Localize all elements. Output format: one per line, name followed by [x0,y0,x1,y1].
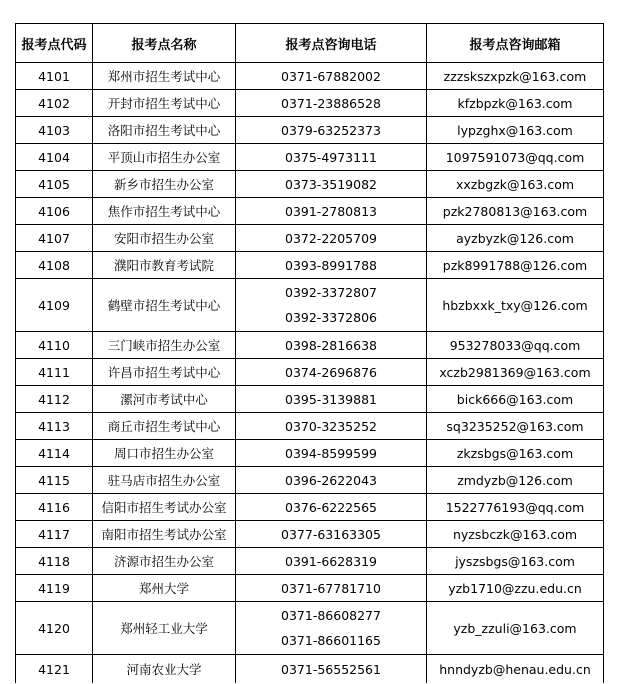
table-row [16,413,604,440]
cell-name: 许昌市招生考试中心 [93,359,236,386]
cell-phone [236,575,427,602]
table-row [16,467,604,494]
cell-phone [236,63,427,90]
cell-name: 鹤壁市招生考试中心 [93,279,236,332]
cell-name: 平顶山市招生办公室 [93,144,236,171]
table-row [16,332,604,359]
cell-phone [236,171,427,198]
cell-email: 953278033@qq.com [427,332,604,359]
table-row [16,575,604,602]
cell-code: 4117 [16,521,93,548]
table-row [16,521,604,548]
cell-code: 4115 [16,467,93,494]
cell-phone [236,279,427,332]
cell-name: 郑州市招生考试中心 [93,63,236,90]
cell-code: 4103 [16,117,93,144]
cell-code: 4109 [16,279,93,332]
cell-code: 4105 [16,171,93,198]
cell-name: 周口市招生办公室 [93,440,236,467]
header-name: 报考点名称 [93,24,236,63]
cell-name: 河南农业大学 [93,655,236,684]
cell-email: hnndyzb@henau.edu.cn [427,655,604,684]
table-row [16,90,604,117]
cell-email: nyzsbczk@163.com [427,521,604,548]
cell-email: kfzbpzk@163.com [427,90,604,117]
table-row [16,63,604,90]
cell-email: pzk2780813@163.com [427,198,604,225]
cell-code: 4111 [16,359,93,386]
cell-phone [236,117,427,144]
table-row [16,359,604,386]
cell-name: 三门峡市招生办公室 [93,332,236,359]
phone-number: 0374-2696876 [285,364,377,380]
cell-phone [236,413,427,440]
phone-number: 0373-3519082 [285,176,377,192]
cell-code: 4108 [16,252,93,279]
table-row [16,386,604,413]
header-code: 报考点代码 [16,24,93,63]
header-email: 报考点咨询邮箱 [427,24,604,63]
cell-email: zkzsbgs@163.com [427,440,604,467]
cell-name: 南阳市招生考试办公室 [93,521,236,548]
cell-email: 1097591073@qq.com [427,144,604,171]
phone-number: 0375-4973111 [285,149,377,165]
cell-code: 4112 [16,386,93,413]
cell-name: 商丘市招生考试中心 [93,413,236,440]
phone-number: 0371-86608277 [281,608,381,623]
phone-number: 0391-2780813 [285,203,377,219]
cell-code: 4106 [16,198,93,225]
cell-email: pzk8991788@126.com [427,252,604,279]
phone-number: 0376-6222565 [285,499,377,515]
cell-name: 新乡市招生办公室 [93,171,236,198]
cell-name: 郑州大学 [93,575,236,602]
cell-phone [236,440,427,467]
contact-table [15,23,604,683]
cell-phone [236,359,427,386]
cell-email: yzb1710@zzu.edu.cn [427,575,604,602]
cell-name: 驻马店市招生办公室 [93,467,236,494]
cell-phone [236,332,427,359]
cell-email: jyszsbgs@163.com [427,548,604,575]
cell-code: 4120 [16,602,93,655]
table-header [16,24,604,63]
table-row [16,252,604,279]
cell-phone [236,548,427,575]
phone-number: 0391-6628319 [285,553,377,569]
cell-code: 4114 [16,440,93,467]
phone-number: 0372-2205709 [285,230,377,246]
table-body [16,63,604,684]
cell-code: 4119 [16,575,93,602]
cell-phone [236,602,427,655]
cell-name: 郑州轻工业大学 [93,602,236,655]
cell-phone [236,252,427,279]
table-row [16,144,604,171]
cell-name: 安阳市招生办公室 [93,225,236,252]
cell-phone [236,225,427,252]
cell-code: 4107 [16,225,93,252]
table-row [16,655,604,684]
table-row [16,548,604,575]
cell-phone [236,90,427,117]
phone-number: 0392-3372806 [285,310,377,325]
table-row [16,225,604,252]
table-row [16,117,604,144]
cell-name: 漯河市考试中心 [93,386,236,413]
cell-email: zmdyzb@126.com [427,467,604,494]
cell-email: hbzbxxk_txy@126.com [427,279,604,332]
cell-phone [236,494,427,521]
table-row [16,198,604,225]
cell-email: bick666@163.com [427,386,604,413]
phone-number: 0396-2622043 [285,472,377,488]
cell-email: lypzghx@163.com [427,117,604,144]
phone-number: 0371-86601165 [281,633,381,648]
phone-number: 0379-63252373 [281,122,381,138]
phone-number: 0371-67882002 [281,68,381,84]
phone-number: 0392-3372807 [285,285,377,300]
cell-phone [236,144,427,171]
table-row [16,602,604,655]
phone-number: 0377-63163305 [281,526,381,542]
cell-phone [236,198,427,225]
cell-code: 4110 [16,332,93,359]
cell-code: 4118 [16,548,93,575]
phone-number: 0370-3235252 [285,418,377,434]
table-row [16,171,604,198]
table-row [16,440,604,467]
phone-number: 0371-67781710 [281,580,381,596]
cell-email: xczb2981369@163.com [427,359,604,386]
cell-email: 1522776193@qq.com [427,494,604,521]
cell-email: xxzbgzk@163.com [427,171,604,198]
table-row [16,279,604,332]
phone-number: 0394-8599599 [285,445,377,461]
phone-number: 0371-56552561 [281,661,381,677]
cell-phone [236,386,427,413]
cell-name: 焦作市招生考试中心 [93,198,236,225]
cell-email: yzb_zzuli@163.com [427,602,604,655]
cell-code: 4121 [16,655,93,684]
cell-code: 4113 [16,413,93,440]
header-row [16,24,604,63]
cell-name: 信阳市招生考试办公室 [93,494,236,521]
table-row [16,494,604,521]
cell-name: 济源市招生办公室 [93,548,236,575]
cell-name: 洛阳市招生考试中心 [93,117,236,144]
cell-code: 4102 [16,90,93,117]
cell-email: zzzskszxpzk@163.com [427,63,604,90]
cell-phone [236,467,427,494]
cell-phone [236,655,427,684]
cell-email: sq3235252@163.com [427,413,604,440]
phone-number: 0398-2816638 [285,337,377,353]
cell-phone [236,521,427,548]
phone-number: 0393-8991788 [285,257,377,273]
cell-name: 开封市招生考试中心 [93,90,236,117]
cell-name: 濮阳市教育考试院 [93,252,236,279]
cell-code: 4104 [16,144,93,171]
header-phone: 报考点咨询电话 [236,24,427,63]
cell-code: 4101 [16,63,93,90]
phone-number: 0371-23886528 [281,95,381,111]
phone-number: 0395-3139881 [285,391,377,407]
cell-code: 4116 [16,494,93,521]
cell-email: ayzbyzk@126.com [427,225,604,252]
